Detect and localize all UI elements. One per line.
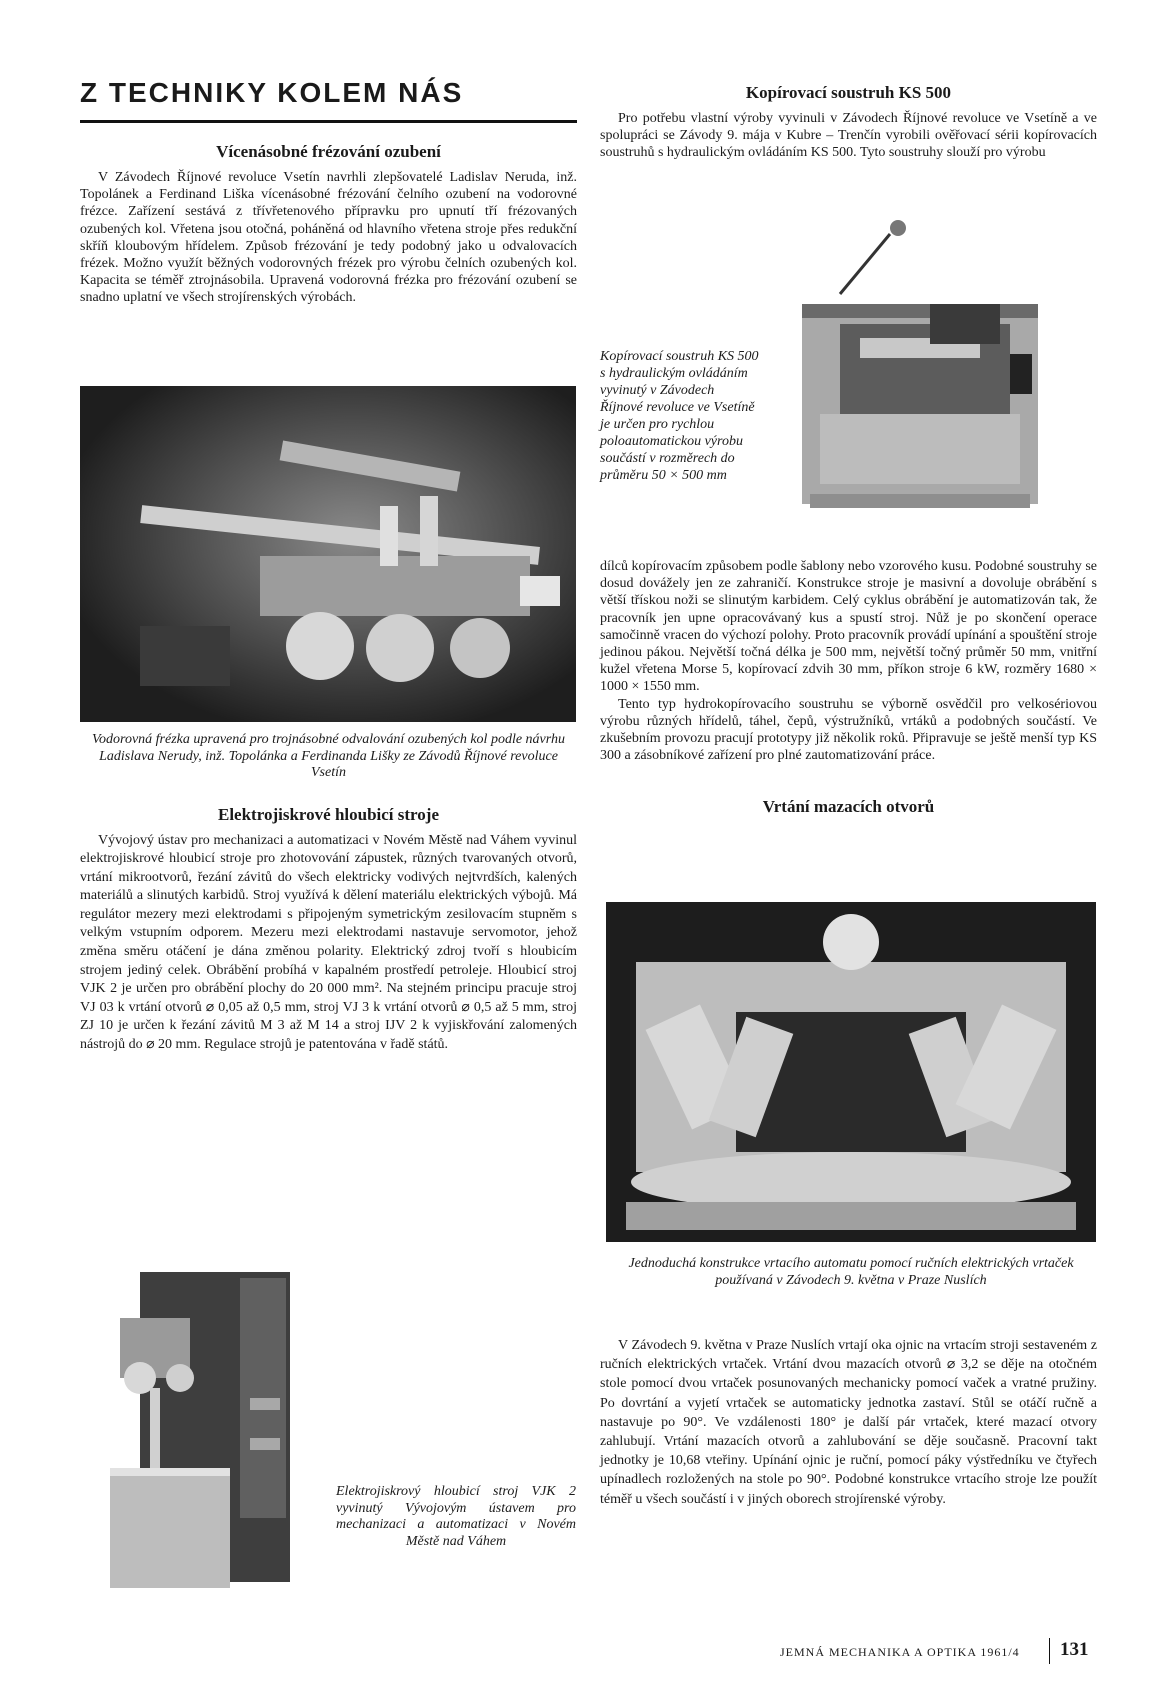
- caption-lathe-block: [600, 348, 760, 484]
- article-body-drilling: V Závodech 9. května v Praze Nuslích vrtají oka ojnic na vrtacím stroji sestaveném z ručních elektrických vrtaček. Vrtání dvou mazacích otvorů ⌀ 3,2 se děje na otočném stole pomocí dvou vrtaček posunovaných mechanicky pomocí vaček a vratné pružiny. Po dovrtání a vyjetí vrtaček se automaticky jednotka zastaví. Stůl se otáčí ručně a nastavuje po 90°. Ve vzdálenosti 180° je další pár vrtaček, které mazací otvory zahlubují. Vrtání mazacích otvorů a zahlubování se děje současně. Pracovní takt jednotky je 10,68 vteřiny. Upínání ojnic je ruční, pomocí páky výstředníku ve čtyřech upínadlech rozložených na stole po 90°. Podobné konstrukce vrtacího stroje lze použít téměř u všech součástí i v jiných oborech strojírenské výroby.: [600, 1338, 1097, 1507]
- caption-drilling-block: [606, 1256, 1096, 1289]
- article-body-lathe-top: Pro potřebu vlastní výroby vyvinuli v Závodech Říjnové revoluce ve Vsetíně a ve spolupráci se Závody 9. mája v Kubre – Trenčín vyrobili ověřovací sérii kopírovacích soustruhů s hydraulickým ovládáním KS 500. Tyto soustruhy slouží pro výrobu: [600, 111, 1097, 161]
- article-title-edm: Elektrojiskrové hloubicí stroje: [218, 804, 439, 824]
- caption-drilling: Jednoduchá konstrukce vrtacího automatu pomocí ručních elektrických vrtaček používaná v Závodech 9. května v Praze Nuslích: [628, 1256, 1074, 1288]
- photo-drilling-automat: [606, 902, 1096, 1242]
- article-title-drilling: Vrtání mazacích otvorů: [762, 797, 935, 817]
- photo-edm-machine: [80, 1258, 298, 1600]
- article-body-lathe-bottom2: Tento typ hydrokopírovacího soustruhu se výborně osvědčil pro velkosériovou výrobu různých hřídelů, táhel, čepů, výstružníků, vrtáků a podobných součástí. Ve zkušebním provozu pracují prototypy již několik roků. Připravuje se ještě menší typ KS 300 a zásobníkové zařízení pro plné zautomatizování práce.: [600, 696, 1097, 764]
- right-column-middle: [600, 558, 1097, 824]
- article-title-milling: Vícenásobné frézování ozubení: [216, 142, 441, 161]
- caption-milling: Vodorovná frézka upravená pro trojnásobné odvalování ozubených kol podle návrhu Ladislava Nerudy, inž. Topolánka a Ferdinanda Lišky ze Závodů Říjnové revoluce Vsetín: [92, 732, 565, 780]
- caption-edm: Elektrojiskrový hloubicí stroj VJK 2 vyvinutý Vývojovým ústavem pro mechanizaci a automatizaci v Novém Městě nad Váhem: [336, 1484, 576, 1549]
- page-footer: [780, 1638, 1100, 1664]
- magazine-name: JEMNÁ MECHANIKA A OPTIKA 1961/4: [780, 1645, 1020, 1659]
- caption-edm-block: [336, 1484, 576, 1550]
- section-heading: Z TECHNIKY KOLEM NÁS: [80, 77, 464, 108]
- article-body-edm: Vývojový ústav pro mechanizaci a automatizaci v Novém Městě nad Váhem vyvinul elektrojiskrové hloubicí stroje pro zhotovování zápustek, různých tvarovaných otvorů, vrtání mikrootvorů, řezání závitů do všech elektricky vodivých nejtvrdších, kalených materiálů a slinutých karbidů. Stroj využívá k dělení materiálu elektrických výbojů. Má regulátor mezery mezi elektrodami s připojeným symetrickým zesilovacím stupněm s velkým vstupním odporem. Mezeru mezi elektrodami nastavuje servomotor, jehož změna směru otáčení je dána změnou polarity. Elektrický zdroj tvoří s hloubicím strojem jediný celek. Obrábění probíhá v kapalném prostředí petroleje. Hloubicí stroj VJK 2 je určen pro obrábění plochy do 20 000 mm². Na stejném principu pracuje stroj VJ 03 k vrtání otvorů ⌀ 0,05 až 0,5 mm, stroj VJ 3 k vrtání otvorů ⌀ 0,5 až 5 mm, stroj ZJ 10 je určen k řezání závitů M 3 až M 14 a stroj IJV 2 k vyjiskřování zalomených nástrojů do ⌀ 20 mm. Regulace strojů je patentována v řadě států.: [80, 832, 577, 1053]
- article-body-milling: V Závodech Říjnové revoluce Vsetín navrhli zlepšovatelé Ladislav Neruda, inž. Topolánek a Ferdinand Liška vícenásobné frézování čelního ozubení na vodorovné frézce. Zařízení sestává z třívřetenového přípravku pro upnutí tří frézovaných ozubených kol. Vřetena jsou otočná, poháněná od hlavního vřetena stroje přes redukční skříň kloubovým hřídelem. Způsob frézování je tedy podobný jako u odvalovacích frézek. Možno využít běžných vodorovných frézek pro výrobu čelních ozubených kol. Kapacita se téměř ztrojnásobila. Upravená vodorovná frézka pro frézování ozubení se snadno uplatní ve všech strojírenských výrobách.: [80, 170, 577, 306]
- left-column-lower: [80, 732, 577, 1055]
- left-column: [80, 76, 577, 307]
- article-body-lathe-bottom: dílců kopírovacím způsobem podle šablony nebo vzorového kusu. Podobné soustruhy se dosud dovážely jen ze zahraničí. Konstrukce stroje je masivní a dovoluje obrábění s větší třískou noži se slinutým karbidem. Celý cyklus obrábění je automatizován tak, že pracovník jen upne opracovávaný kus a spustí stroj. Nůž je po skončení operace samočinně vracen do výchozí polohy. Proto pracovník provádí upínání a spouštění stroje jedinou pákou. Největší točná délka je 500 mm, největší točný průměr 50 mm, vnitřní kužel vřetena Morse 5, kopírovací zdvih 30 mm, příkon stroje 6 kW, rozměry 1680 × 1000 × 1550 mm.: [600, 559, 1097, 695]
- photo-copy-lathe: [780, 214, 1060, 520]
- article-title-lathe: Kopírovací soustruh KS 500: [745, 83, 952, 102]
- heading-rule: [80, 120, 577, 123]
- photo-milling-machine: [80, 386, 576, 722]
- page-number: 131: [1060, 1639, 1089, 1660]
- caption-lathe: Kopírovací soustruh KS 500 s hydraulickým ovládáním vyvinutý v Závodech Říjnové revoluce ve Vsetíně je určen pro rychlou poloautomatickou výrobu součástí v rozměrech do průměru 50 × 500 mm: [600, 349, 759, 483]
- footer-divider: [1049, 1638, 1050, 1664]
- right-column: [600, 76, 1097, 162]
- right-column-lower: [600, 1336, 1097, 1509]
